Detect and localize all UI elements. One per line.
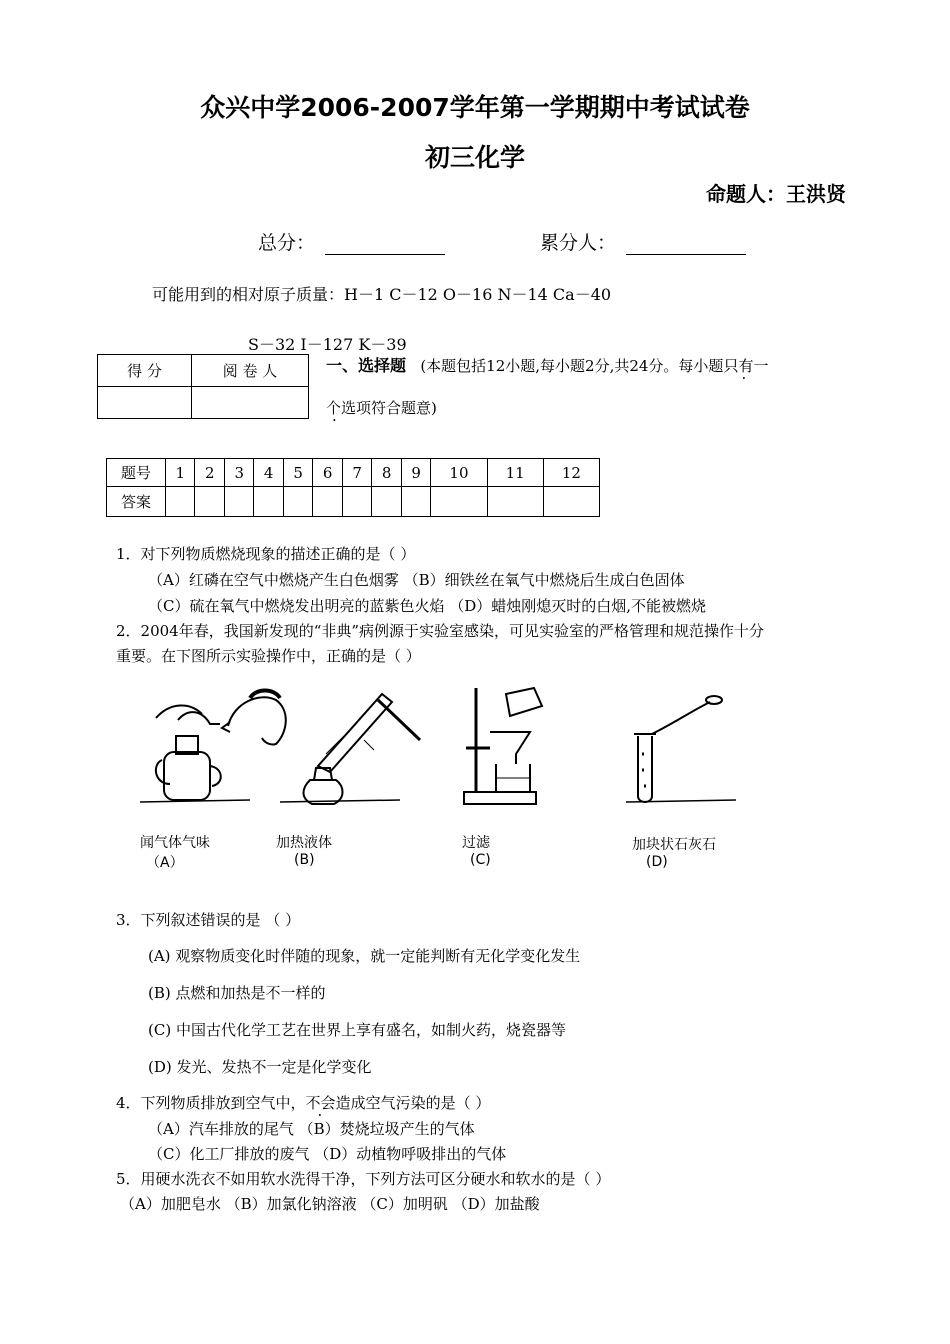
q1-stem: 1．对下列物质燃烧现象的描述正确的是（ ） (116, 545, 416, 563)
answer-cell-6[interactable] (313, 487, 342, 517)
smell-gas-drawing (140, 691, 286, 803)
q2-stem-1: 2．2004年春，我国新发现的“非典”病例源于实验室感染，可见实验室的严格管理和规范操作十分 (116, 622, 765, 640)
illustration-letter-c: (C) (470, 852, 491, 868)
subject-title: 初三化学 (424, 143, 525, 172)
q2-stem-2: 重要。在下图所示实验操作中，正确的是（ ） (116, 647, 421, 665)
score-box-reviewer-cell[interactable] (192, 387, 309, 419)
q5-stem: 5．用硬水洗衣不如用软水洗得干净，下列方法可区分硬水和软水的是（ ） (116, 1170, 611, 1188)
exam-title: 众兴中学2006-2007学年第一学期期中考试试卷 (200, 93, 750, 122)
q4-stem (116, 1093, 490, 1113)
q4-stem-post: 造成空气污染的是（ ） (335, 1094, 491, 1112)
total-score-label: 总分： (258, 232, 316, 254)
q1-options-cd: （C）硫在氧气中燃烧发出明亮的蓝紫色火焰 （D）蜡烛刚熄灭时的白烟,不能被燃烧 (148, 597, 707, 615)
answer-cell-2[interactable] (195, 487, 224, 517)
section-1-title: 一、选择题 (326, 356, 407, 375)
answer-cell-3[interactable] (224, 487, 253, 517)
grader-label: 累分人： (540, 232, 617, 254)
answer-cell-7[interactable] (342, 487, 371, 517)
answer-table-answer-header: 答案 (107, 487, 166, 517)
grader (540, 228, 746, 255)
q4-stem-pre: 4．下列物质排放到空气中， (116, 1094, 306, 1112)
answer-table-number-9: 9 (401, 459, 430, 487)
q3-option-d: (D) 发光、发热不一定是化学变化 (148, 1058, 372, 1076)
answer-table-number-6: 6 (313, 459, 342, 487)
heat-liquid-drawing (280, 694, 420, 804)
total-score (258, 228, 445, 255)
answer-table-number-1: 1 (166, 459, 195, 487)
q5-options: （A）加肥皂水 （B）加氯化钠溶液 （C）加明矾 （D）加盐酸 (120, 1195, 540, 1213)
illustration-letter-b: (B) (294, 852, 315, 868)
score-box (97, 354, 309, 419)
answer-cell-5[interactable] (283, 487, 312, 517)
answer-table-number-3: 3 (224, 459, 253, 487)
section-1-emphasis: 只有一 (723, 357, 769, 375)
illustration-letter-a: （A） (146, 855, 184, 871)
total-score-blank[interactable] (325, 234, 445, 255)
section-1-desc: (本题包括12小题,每小题2分,共24分。每小题 (420, 357, 724, 375)
author-line: 命题人：王洪贤 (706, 182, 846, 206)
answer-cell-1[interactable] (166, 487, 195, 517)
answer-cell-9[interactable] (401, 487, 430, 517)
illustration-label-b: 加热液体 (276, 835, 332, 851)
add-limestone-drawing (626, 696, 736, 802)
section-1-header (326, 356, 768, 376)
section-1-emphasis-2: 个 (326, 399, 342, 417)
q3-option-c: (C) 中国古代化学工艺在世界上享有盛名，如制火药，烧瓷器等 (148, 1021, 566, 1039)
grader-blank[interactable] (626, 234, 746, 255)
answer-table-number-8: 8 (372, 459, 401, 487)
answer-cell-12[interactable] (543, 487, 599, 517)
answer-table-number-5: 5 (283, 459, 312, 487)
illustration-letter-d: (D) (646, 854, 668, 870)
answer-cell-11[interactable] (487, 487, 543, 517)
q4-options-ab: （A）汽车排放的尾气 （B）焚烧垃圾产生的气体 (148, 1120, 475, 1138)
q3-stem: 3．下列叙述错误的是 （ ） (116, 911, 301, 929)
score-box-score-cell[interactable] (98, 387, 192, 419)
q1-options-ab: （A）红磷在空气中燃烧产生白色烟雾 （B）细铁丝在氧气中燃烧后生成白色固体 (148, 571, 685, 589)
q4-stem-emphasis: 不会 (305, 1094, 336, 1112)
filtration-drawing (464, 688, 542, 804)
illustration-label-a: 闻气体气味 (140, 835, 210, 851)
answer-table-number-10: 10 (431, 459, 487, 487)
illustration-label-c: 过滤 (462, 835, 490, 851)
q4-options-cd: （C）化工厂排放的废气 （D）动植物呼吸排出的气体 (148, 1145, 507, 1163)
q3-option-a: (A) 观察物质变化时伴随的现象，就一定能判断有无化学变化发生 (148, 947, 581, 965)
answer-table-number-2: 2 (195, 459, 224, 487)
answer-table-number-11: 11 (487, 459, 543, 487)
answer-table-number-12: 12 (543, 459, 599, 487)
answer-table (106, 458, 600, 517)
answer-table-number-7: 7 (342, 459, 371, 487)
atomic-mass-line-2: S－32 I－127 K－39 (248, 335, 407, 354)
q3-option-b: (B) 点燃和加热是不一样的 (148, 984, 326, 1002)
score-box-reviewer-label: 阅 卷 人 (192, 355, 309, 387)
section-1-desc-tail: 选项符合题意) (341, 399, 437, 417)
atomic-mass-line-1: 可能用到的相对原子质量：H－1 C－12 O－16 N－14 Ca－40 (152, 285, 612, 304)
answer-cell-8[interactable] (372, 487, 401, 517)
answer-table-number-4: 4 (254, 459, 283, 487)
section-1-desc-2 (326, 398, 437, 418)
answer-cell-4[interactable] (254, 487, 283, 517)
score-box-score-label: 得 分 (98, 355, 192, 387)
illustration-label-d: 加块状石灰石 (632, 837, 716, 853)
lab-operations-illustration (130, 680, 770, 830)
answer-table-number-header: 题号 (107, 459, 166, 487)
answer-cell-10[interactable] (431, 487, 487, 517)
